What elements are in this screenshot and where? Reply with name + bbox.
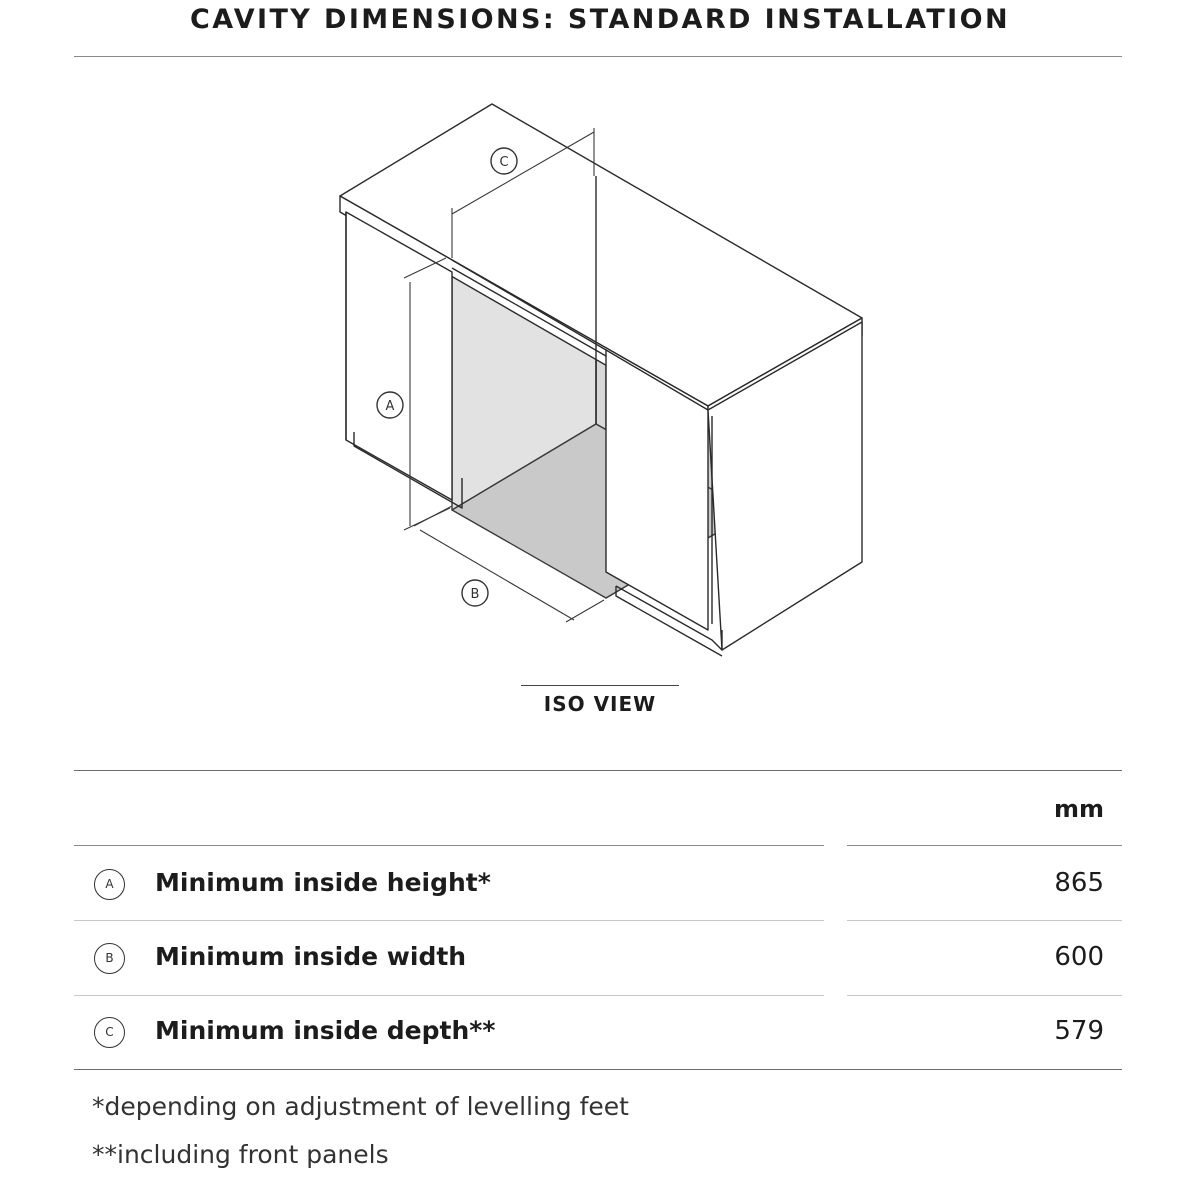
row-label-width: Minimum inside width bbox=[155, 942, 467, 971]
title-divider bbox=[74, 56, 1122, 57]
row-label-depth: Minimum inside depth** bbox=[155, 1016, 496, 1045]
row-divider bbox=[847, 920, 1122, 921]
header-divider-left bbox=[74, 845, 824, 846]
marker-a bbox=[377, 392, 403, 418]
iso-view-diagram bbox=[0, 60, 1200, 700]
table-top-divider bbox=[74, 770, 1122, 771]
svg-text:A: A bbox=[385, 399, 395, 414]
row-divider bbox=[847, 995, 1122, 996]
row-divider bbox=[74, 995, 824, 996]
row-value-height: 865 bbox=[1054, 868, 1104, 898]
table-bottom-divider bbox=[74, 1069, 1122, 1070]
row-value-depth: 579 bbox=[1054, 1016, 1104, 1046]
row-marker-b: B bbox=[94, 943, 125, 974]
row-marker-a: A bbox=[94, 869, 125, 900]
marker-b bbox=[462, 580, 488, 606]
svg-text:B: B bbox=[470, 587, 480, 602]
unit-header: mm bbox=[1053, 795, 1104, 823]
page-title: CAVITY DIMENSIONS: STANDARD INSTALLATION bbox=[190, 4, 1010, 35]
footnote-levelling-feet: *depending on adjustment of levelling feet bbox=[92, 1092, 629, 1121]
header-divider-right bbox=[847, 845, 1122, 846]
iso-view-label: ISO VIEW bbox=[543, 692, 657, 716]
row-divider bbox=[74, 920, 824, 921]
row-label-height: Minimum inside height* bbox=[155, 868, 491, 897]
row-marker-c: C bbox=[94, 1017, 125, 1048]
footnote-front-panels: **including front panels bbox=[92, 1140, 389, 1169]
iso-view-underline bbox=[521, 685, 679, 686]
svg-text:C: C bbox=[499, 155, 509, 170]
row-value-width: 600 bbox=[1054, 942, 1104, 972]
marker-c bbox=[491, 148, 517, 174]
